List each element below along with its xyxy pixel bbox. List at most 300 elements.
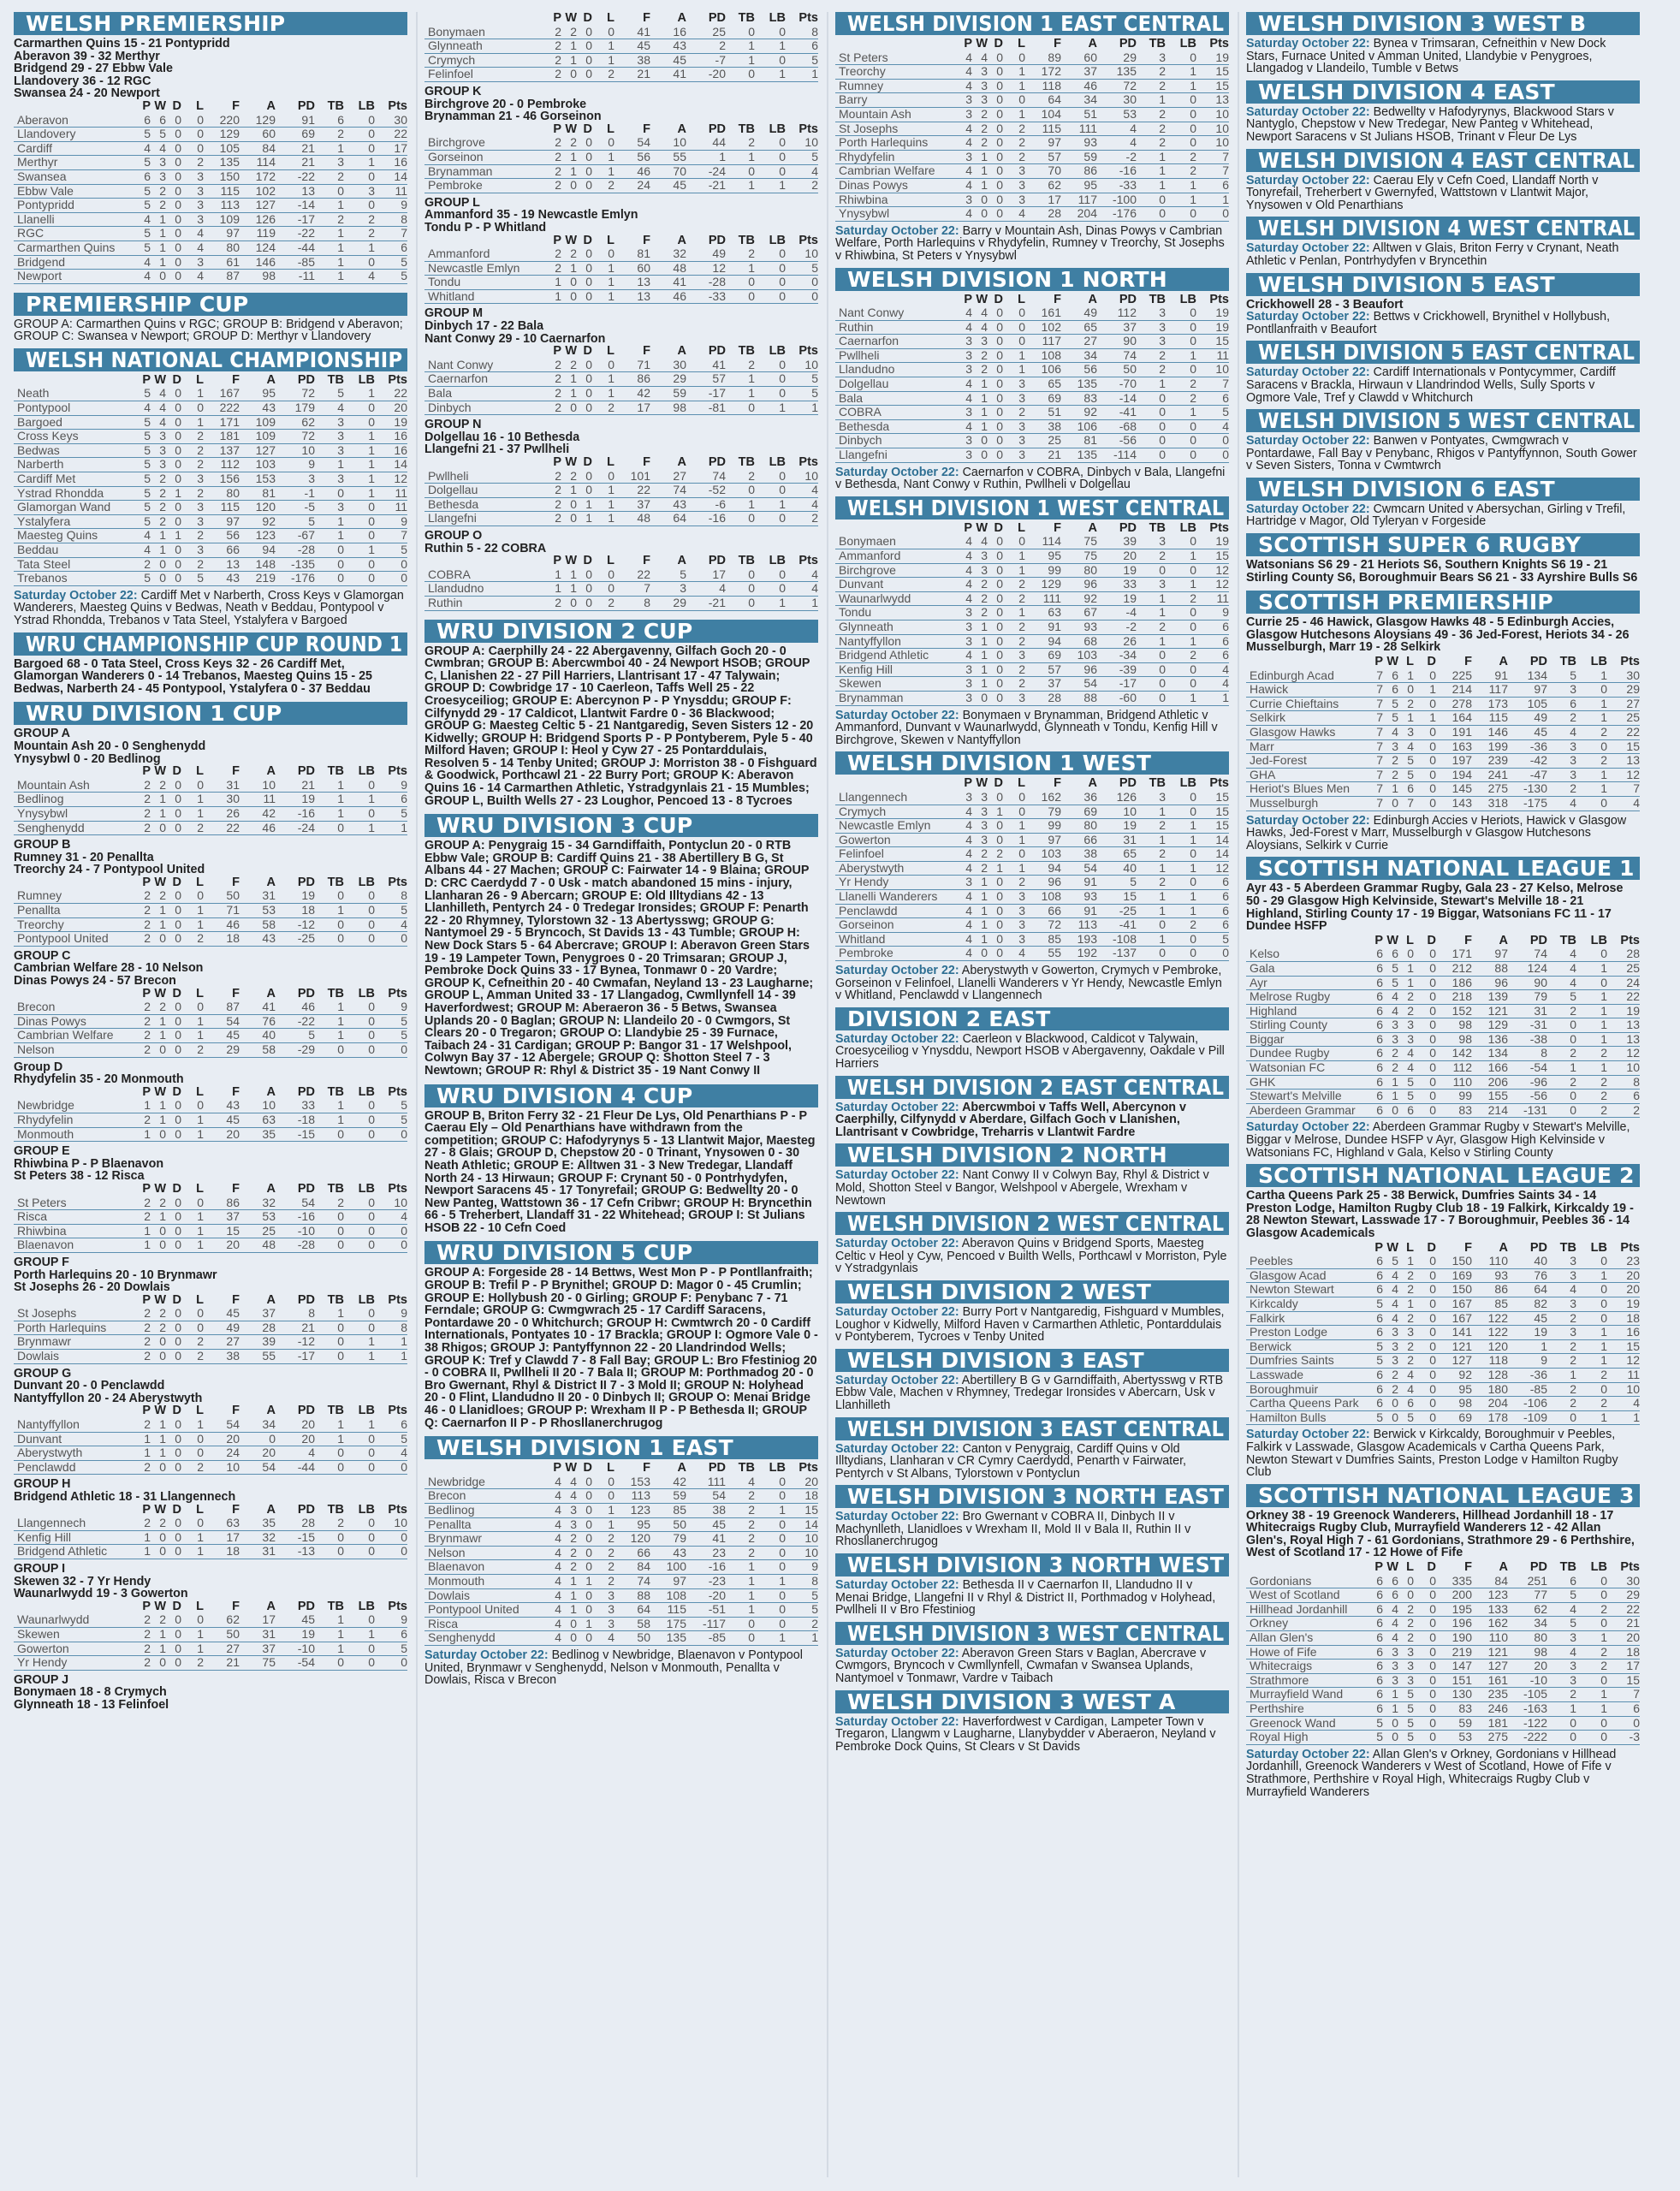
- stat-cell: 6: [1368, 1061, 1383, 1076]
- team-name: Dinbych: [835, 434, 957, 448]
- fixtures-text: [835, 1033, 1229, 1071]
- stat-cell: 102: [240, 184, 276, 199]
- stat-cell: 2: [135, 793, 151, 807]
- stat-cell: 9: [375, 1000, 407, 1014]
- stat-cell: 16: [375, 430, 407, 444]
- table-row: [835, 947, 1229, 961]
- column-header: TB: [738, 344, 755, 359]
- column-header: Pts: [798, 344, 818, 359]
- table-row: [835, 377, 1229, 392]
- section-title: WELSH DIVISION 5 WEST CENTRAL: [1258, 408, 1635, 434]
- stat-cell: 75: [240, 1656, 276, 1671]
- stat-cell: 4: [546, 1517, 561, 1532]
- fixture-date: Saturday October 22:: [835, 1510, 959, 1524]
- team-name: Birchgrove: [835, 563, 957, 578]
- stat-cell: 87: [204, 270, 240, 284]
- table-row: [14, 821, 407, 835]
- section-welsh-division-4-east-central: [1246, 149, 1640, 212]
- column-header: [14, 374, 135, 388]
- stat-cell: 0: [577, 484, 592, 498]
- team-name: Nantyffyllon: [14, 1418, 135, 1432]
- stat-cell: 0: [166, 443, 181, 458]
- stat-cell: 0: [1166, 620, 1196, 634]
- group-name: GROUP M: [424, 306, 484, 321]
- stat-cell: 2: [1547, 1354, 1576, 1369]
- stat-cell: 0: [561, 497, 577, 512]
- column-header: LB: [358, 98, 375, 113]
- stat-cell: 28: [240, 1321, 276, 1335]
- stat-cell: 123: [1472, 1588, 1508, 1603]
- stat-cell: 0: [1414, 1061, 1436, 1076]
- fixture-date: Saturday October 22:: [835, 708, 959, 722]
- column-header: F: [232, 98, 240, 113]
- stat-cell: 1: [755, 179, 786, 193]
- stat-cell: 5: [1368, 1297, 1383, 1311]
- column-header: LB: [358, 1502, 375, 1517]
- stat-cell: 48: [650, 261, 686, 276]
- stat-cell: 65: [1097, 847, 1137, 862]
- stat-cell: 2: [1547, 1397, 1576, 1411]
- team-name: Hamilton Bulls: [1246, 1410, 1368, 1425]
- stat-cell: 0: [561, 512, 577, 526]
- stat-cell: 0: [988, 136, 1003, 151]
- stat-cell: 2: [1003, 591, 1025, 606]
- stat-cell: 63: [240, 1113, 276, 1127]
- column-header: TB: [327, 1404, 344, 1418]
- section-header: [424, 1436, 818, 1459]
- stat-cell: 0: [972, 434, 988, 448]
- stat-cell: 29: [1607, 683, 1640, 698]
- stat-cell: 2: [151, 184, 166, 199]
- stat-cell: 64: [650, 512, 686, 526]
- column-header: D: [994, 37, 1003, 50]
- section-header: [1246, 1484, 1640, 1507]
- stat-cell: 24: [614, 179, 650, 193]
- stat-cell: 21: [276, 1321, 315, 1335]
- table-row: [424, 1476, 818, 1489]
- stat-cell: 2: [546, 247, 561, 261]
- table-row: [424, 1517, 818, 1532]
- stat-cell: 29: [650, 596, 686, 610]
- table-row: [835, 434, 1229, 448]
- stat-cell: 0: [344, 1029, 375, 1043]
- stat-cell: 34: [1061, 348, 1097, 363]
- stat-cell: 2: [592, 1574, 614, 1588]
- stat-cell: 115: [650, 1603, 686, 1618]
- stat-cell: 1: [592, 512, 614, 526]
- stat-cell: 16: [650, 26, 686, 39]
- stat-cell: 4: [135, 255, 151, 270]
- stat-cell: 95: [1061, 178, 1097, 193]
- stat-cell: 1: [972, 419, 988, 434]
- table-row: [14, 1210, 407, 1225]
- stat-cell: 108: [1025, 348, 1061, 363]
- section-header: [1246, 478, 1640, 501]
- stat-cell: 4: [957, 535, 972, 549]
- stat-cell: 2: [972, 591, 988, 606]
- standings-table: [14, 876, 407, 947]
- stat-cell: 4: [546, 1603, 561, 1618]
- stat-cell: 2: [972, 578, 988, 592]
- table-row: [14, 114, 407, 128]
- stat-cell: 0: [577, 164, 592, 179]
- stat-cell: 146: [240, 255, 276, 270]
- stat-cell: 2: [315, 1517, 344, 1530]
- stat-cell: 0: [988, 904, 1003, 918]
- table-row: [424, 1631, 818, 1646]
- stat-cell: 136: [1472, 1032, 1508, 1047]
- stat-cell: 13: [614, 289, 650, 304]
- stat-cell: 120: [614, 1532, 650, 1547]
- stat-cell: 0: [1398, 1575, 1414, 1588]
- stat-cell: 75: [1061, 549, 1097, 564]
- stat-cell: 0: [315, 1545, 344, 1559]
- team-name: Aberdeen Grammar: [1246, 1103, 1368, 1118]
- stat-cell: 6: [1368, 1103, 1383, 1118]
- stat-cell: 1: [1137, 890, 1166, 905]
- stat-cell: 214: [1436, 683, 1472, 698]
- stat-cell: 1: [726, 1560, 755, 1575]
- stat-cell: 3: [972, 791, 988, 805]
- column-header: F: [1054, 776, 1061, 791]
- stat-cell: 54: [686, 1489, 726, 1504]
- stat-cell: 76: [240, 1014, 276, 1029]
- team-name: West of Scotland: [1246, 1588, 1368, 1603]
- stat-cell: 5: [375, 1432, 407, 1446]
- stat-cell: 2: [135, 1627, 151, 1642]
- fixtures-list: Cardiff Internationals v Pontycymmer, Cardiff Saracens v Brackla, Hirwaun v Llandrindod Wells, Sully Sports v Ogmore Vale, Tref y Clawdd v Whitchurch: [1246, 365, 1616, 405]
- stat-cell: 0: [988, 51, 1003, 65]
- stat-cell: -117: [686, 1617, 726, 1631]
- fixtures-list: Abercwmboi v Taffs Well, Abercynon v Caerphilly, Cilfynydd v Aberdare, Gilfach Goch v Llanishen, Llantrisant v Cowbridge, Treharris v Llantwit Fardre: [835, 1100, 1186, 1139]
- stat-cell: 4: [957, 164, 972, 179]
- stat-cell: 53: [240, 1210, 276, 1225]
- stat-cell: 214: [1472, 1103, 1508, 1118]
- stat-cell: 0: [577, 289, 592, 304]
- stat-cell: 2: [546, 136, 561, 150]
- stat-cell: 5: [135, 156, 151, 170]
- stat-cell: 0: [1414, 739, 1436, 754]
- standings-table: [14, 374, 407, 586]
- stat-cell: -10: [276, 1224, 315, 1238]
- stat-cell: 2: [1166, 377, 1196, 392]
- stat-cell: 10: [1607, 1382, 1640, 1397]
- stat-cell: 41: [686, 359, 726, 372]
- section-title: WELSH DIVISION 1 NORTH: [847, 266, 1167, 292]
- stat-cell: 71: [614, 359, 650, 372]
- stat-cell: 0: [988, 150, 1003, 164]
- stat-cell: 18: [276, 904, 315, 918]
- stat-cell: 115: [1472, 711, 1508, 726]
- stat-cell: 0: [1137, 406, 1166, 420]
- stat-cell: 84: [1472, 1575, 1508, 1588]
- column-header: Pts: [1620, 933, 1640, 947]
- column-header: PD: [708, 11, 726, 25]
- stat-cell: 6: [1368, 1255, 1383, 1268]
- stat-cell: 0: [1414, 1268, 1436, 1283]
- stat-cell: 0: [577, 1532, 592, 1547]
- stat-cell: 123: [240, 529, 276, 543]
- stat-cell: 6: [1368, 1397, 1383, 1411]
- stat-cell: 97: [1025, 136, 1061, 151]
- fixtures-text: [835, 1443, 1229, 1481]
- table-row: [14, 1224, 407, 1238]
- stat-cell: 4: [957, 904, 972, 918]
- column-header: W: [154, 1084, 166, 1099]
- stat-cell: 0: [315, 1321, 344, 1335]
- table-row: [835, 549, 1229, 564]
- stat-cell: 1: [972, 391, 988, 406]
- fixtures-text: [835, 1511, 1229, 1548]
- stat-cell: 2: [315, 212, 344, 227]
- stat-cell: 97: [650, 1574, 686, 1588]
- stat-cell: 13: [1196, 93, 1229, 108]
- stat-cell: 1: [135, 1224, 151, 1238]
- stat-cell: 54: [1061, 861, 1097, 876]
- team-name: Tondu: [835, 606, 957, 620]
- column-header: LB: [358, 1292, 375, 1307]
- column-header: PD: [1529, 1560, 1547, 1575]
- table-row: [1246, 1004, 1640, 1018]
- stat-cell: 8: [786, 1574, 818, 1588]
- stat-cell: 1: [561, 164, 577, 179]
- stat-cell: 0: [577, 1476, 592, 1489]
- stat-cell: 6: [1368, 976, 1383, 990]
- stat-cell: 85: [650, 1503, 686, 1517]
- column-header: PD: [1119, 776, 1137, 791]
- stat-cell: -60: [1097, 691, 1137, 705]
- stat-cell: 112: [1097, 306, 1137, 320]
- stat-cell: 1: [315, 904, 344, 918]
- team-name: Highland: [1246, 1004, 1368, 1018]
- stat-cell: 3: [1547, 1297, 1576, 1311]
- table-row: [14, 240, 407, 255]
- stat-cell: 1: [1166, 861, 1196, 876]
- stat-cell: 2: [135, 1000, 151, 1014]
- team-name: Brecon: [424, 1489, 546, 1504]
- stat-cell: 1: [315, 458, 344, 472]
- stat-cell: 4: [315, 401, 344, 416]
- team-name: RGC: [14, 227, 135, 241]
- stat-cell: 1: [1137, 591, 1166, 606]
- stat-cell: 4: [786, 164, 818, 179]
- team-name: Musselburgh: [1246, 796, 1368, 810]
- stat-cell: 1: [1414, 683, 1436, 698]
- table-header-row: [14, 1086, 407, 1100]
- stat-cell: 191: [1436, 726, 1472, 740]
- stat-cell: 5: [1547, 669, 1576, 683]
- stat-cell: -12: [276, 917, 315, 932]
- stat-cell: -17: [686, 387, 726, 401]
- stat-cell: 2: [135, 779, 151, 793]
- stat-cell: 3: [1383, 1032, 1398, 1047]
- column-header: A: [1499, 655, 1508, 669]
- table-header-row: [835, 38, 1229, 51]
- column-header: P: [553, 233, 561, 247]
- stat-cell: 3: [1547, 1660, 1576, 1674]
- table-row: [424, 401, 818, 415]
- column-header: Pts: [1209, 520, 1229, 535]
- stat-cell: 1: [1137, 164, 1166, 179]
- stat-cell: 2: [686, 39, 726, 54]
- column-header: LB: [1590, 933, 1607, 947]
- stat-cell: 0: [1414, 1004, 1436, 1018]
- team-name: Llangefni: [835, 448, 957, 463]
- stat-cell: 0: [988, 606, 1003, 620]
- stat-cell: 2: [151, 514, 166, 529]
- stat-cell: 0: [592, 1489, 614, 1504]
- table-row: [14, 169, 407, 184]
- team-name: Newport: [14, 270, 135, 284]
- stat-cell: 3: [1398, 726, 1414, 740]
- column-header: A: [266, 372, 276, 387]
- column-header: PD: [1529, 933, 1547, 947]
- stat-cell: 1: [151, 255, 166, 270]
- stat-cell: 171: [1436, 947, 1472, 961]
- stat-cell: 1: [1508, 1339, 1547, 1354]
- stat-cell: 0: [1166, 662, 1196, 677]
- table-row: [1246, 1032, 1640, 1047]
- team-name: Currie Chieftains: [1246, 697, 1368, 711]
- stat-cell: 6: [1368, 1602, 1383, 1617]
- stat-cell: 80: [204, 240, 240, 255]
- stat-cell: 2: [151, 1517, 166, 1530]
- stat-cell: 1: [315, 1418, 344, 1432]
- stat-cell: 0: [166, 430, 181, 444]
- stat-cell: 96: [1061, 578, 1097, 592]
- fixtures-list: Aberystwyth v Gowerton, Crymych v Pembroke, Gorseinon v Felinfoel, Llanelli Wanderers v Yr Hendy, Newcastle Emlyn v Whitland, Penclawdd v Llangennech: [835, 964, 1222, 1003]
- stat-cell: 335: [1436, 1575, 1472, 1588]
- stat-cell: 119: [240, 227, 276, 241]
- team-name: Murrayfield Wand: [1246, 1688, 1368, 1702]
- table-header-row: [424, 1462, 818, 1476]
- stat-cell: 51: [1061, 107, 1097, 122]
- team-name: Ruthin: [835, 320, 957, 335]
- fixtures-list: Barry v Mountain Ash, Dinas Powys v Cambrian Welfare, Porth Harlequins v Rhydyfelin, Rumney v Treorchy, St Josephs v Rhiwbina, St Peters v Ynysybwl: [835, 223, 1225, 263]
- stat-cell: 0: [577, 568, 592, 582]
- fixture-date: Saturday October 22:: [1246, 241, 1370, 256]
- stat-cell: 11: [240, 793, 276, 807]
- stat-cell: 1: [1576, 1702, 1607, 1717]
- column-header: A: [266, 1404, 276, 1418]
- stat-cell: 4: [686, 582, 726, 597]
- stat-cell: 6: [1607, 1702, 1640, 1717]
- stat-cell: 3: [957, 606, 972, 620]
- team-name: Llangennech: [14, 1517, 135, 1530]
- stat-cell: 0: [1003, 535, 1025, 549]
- section-header: [835, 1143, 1229, 1167]
- stat-cell: -130: [1508, 782, 1547, 797]
- column-header: F: [1464, 655, 1472, 669]
- column-4: [1246, 12, 1640, 1803]
- stat-cell: 2: [1547, 782, 1576, 797]
- team-name: Greenock Wand: [1246, 1716, 1368, 1731]
- stat-cell: 0: [988, 419, 1003, 434]
- stat-cell: 21: [276, 156, 315, 170]
- table-header-row: [14, 1404, 407, 1418]
- stat-cell: 8: [1607, 1075, 1640, 1090]
- stat-cell: 21: [276, 779, 315, 793]
- column-header: [1246, 1242, 1368, 1256]
- stat-cell: 1: [181, 1014, 204, 1029]
- stat-cell: 0: [166, 1224, 181, 1238]
- stat-cell: 0: [1196, 947, 1229, 961]
- column-header: D: [583, 554, 592, 568]
- stat-cell: 50: [650, 1517, 686, 1532]
- stat-cell: 1: [344, 1418, 375, 1432]
- stat-cell: 3: [1398, 1645, 1414, 1660]
- stat-cell: -67: [276, 529, 315, 543]
- column-header: [1246, 935, 1368, 948]
- stat-cell: 114: [1025, 535, 1061, 549]
- team-name: Whitland: [424, 289, 546, 304]
- stat-cell: 3: [957, 193, 972, 207]
- stat-cell: 172: [240, 169, 276, 184]
- stat-cell: 7: [375, 529, 407, 543]
- stat-cell: 17: [1025, 193, 1061, 207]
- stat-cell: 98: [1436, 1018, 1472, 1033]
- stat-cell: 2: [181, 1460, 204, 1475]
- stat-cell: 3: [315, 501, 344, 515]
- stat-cell: 1: [755, 39, 786, 54]
- stat-cell: 2: [1576, 1090, 1607, 1104]
- stat-cell: -23: [686, 1574, 726, 1588]
- stat-cell: 41: [240, 1000, 276, 1014]
- table-row: [424, 582, 818, 597]
- stat-cell: 0: [344, 1321, 375, 1335]
- stat-cell: 0: [151, 1460, 166, 1475]
- stat-cell: 5: [786, 150, 818, 164]
- team-name: Rhydyfelin: [835, 150, 957, 164]
- fixtures-list: Cwmcarn United v Abersychan, Girling v Trefil, Hartridge v Magor, Old Tyleryan v Forgeside: [1246, 502, 1626, 529]
- stat-cell: 6: [375, 240, 407, 255]
- column-header: [14, 1294, 135, 1308]
- column-header: A: [1088, 776, 1097, 791]
- table-row: [835, 634, 1229, 649]
- stat-cell: 0: [972, 691, 988, 705]
- stat-cell: 108: [1025, 890, 1061, 905]
- team-name: Treorchy: [835, 65, 957, 80]
- stat-cell: 0: [151, 932, 166, 947]
- stat-cell: 5: [375, 1014, 407, 1029]
- stat-cell: 0: [577, 1588, 592, 1603]
- stat-cell: 0: [592, 136, 614, 150]
- column-header: LB: [1179, 37, 1196, 50]
- stat-cell: 0: [1576, 1255, 1607, 1268]
- stat-cell: 135: [1097, 65, 1137, 80]
- stat-cell: 2: [135, 806, 151, 821]
- stat-cell: 0: [592, 470, 614, 484]
- stat-cell: -14: [276, 199, 315, 213]
- stat-cell: 6: [135, 114, 151, 128]
- section-wru-division-4-cup: [424, 1084, 818, 1242]
- stat-cell: 57: [1025, 662, 1061, 677]
- stat-cell: 3: [972, 93, 988, 108]
- column-header: A: [266, 986, 276, 1000]
- stat-cell: 21: [204, 1656, 240, 1671]
- section-welsh-division-2-east-central: [835, 1076, 1229, 1139]
- stat-cell: 41: [650, 276, 686, 290]
- stat-cell: 103: [1061, 649, 1097, 663]
- stat-cell: 2: [135, 1210, 151, 1225]
- stat-cell: 37: [1061, 65, 1097, 80]
- stat-cell: 2: [135, 1642, 151, 1656]
- column-header: [1246, 1561, 1368, 1575]
- stat-cell: 1: [344, 543, 375, 558]
- column-header: P: [1374, 933, 1383, 947]
- team-name: Mountain Ash: [14, 779, 135, 793]
- stat-cell: -16: [686, 512, 726, 526]
